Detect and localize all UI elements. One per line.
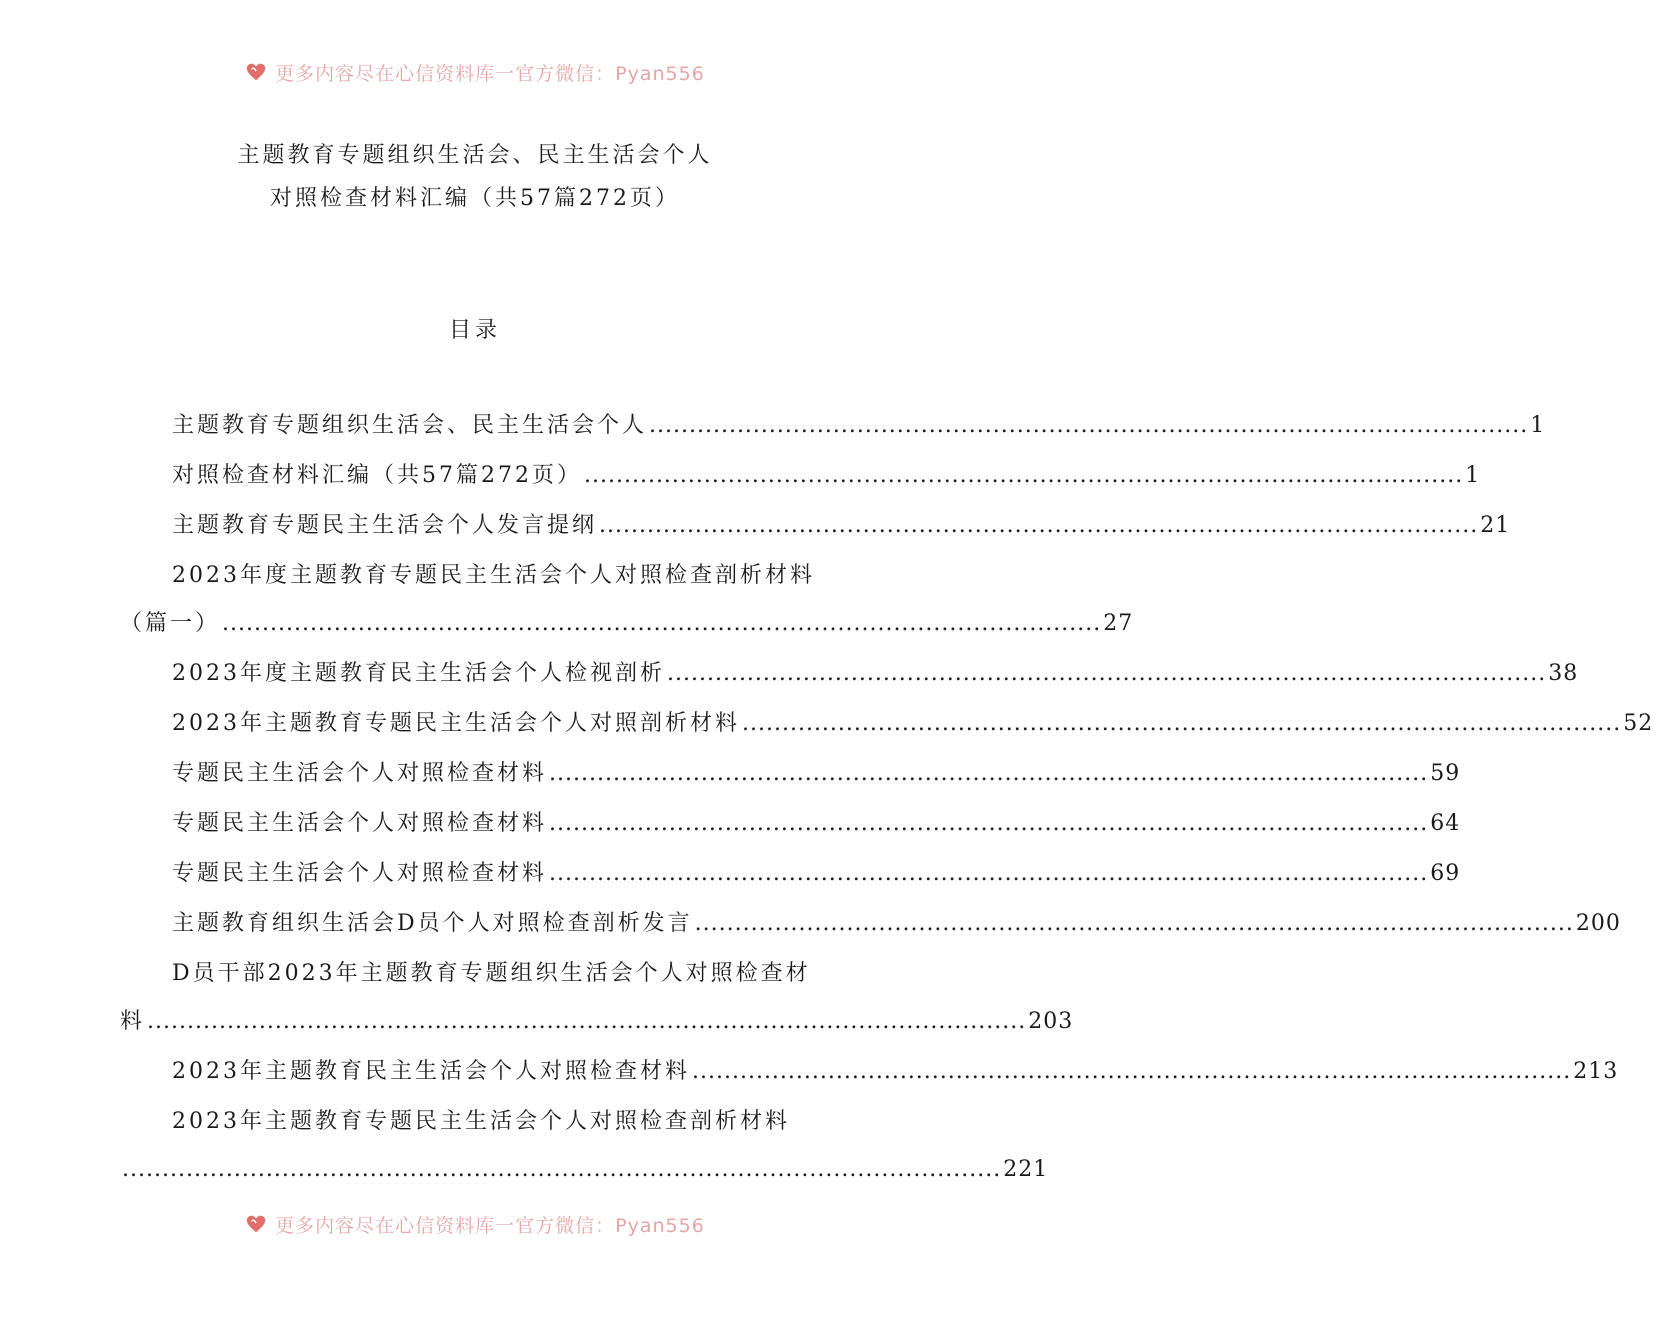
header-watermark bbox=[0, 54, 950, 90]
toc-leader-dots: .............................................................................................................. bbox=[549, 811, 1429, 836]
toc-entry-title[interactable]: D员干部2023年主题教育专题组织生活会个人对照检查材 bbox=[172, 961, 811, 986]
toc-entry-title: 主题教育组织生活会D员个人对照检查剖析发言 bbox=[172, 911, 693, 936]
footer-watermark bbox=[0, 1206, 950, 1242]
toc-entry[interactable] bbox=[120, 1153, 1049, 1187]
toc-entry-title: 2023年主题教育专题民主生活会个人对照剖析材料 bbox=[172, 711, 740, 736]
toc-entry-page: 1 bbox=[1530, 413, 1546, 438]
toc-entry-page: 203 bbox=[1028, 1009, 1074, 1034]
toc-entry-title: 对照检查材料汇编（共57篇272页） bbox=[172, 463, 582, 488]
toc-leader-dots: .............................................................................................................. bbox=[222, 611, 1102, 636]
toc-entry-title: 专题民主生活会个人对照检查材料 bbox=[172, 861, 548, 886]
toc-entry-title: 专题民主生活会个人对照检查材料 bbox=[172, 761, 548, 786]
toc-entry-page: 27 bbox=[1103, 611, 1134, 636]
toc-entry-title-continued: （篇一） bbox=[120, 611, 221, 636]
toc-leader-dots: .............................................................................................................. bbox=[549, 861, 1429, 886]
toc-leader-dots: .............................................................................................................. bbox=[549, 761, 1429, 786]
toc-entry[interactable] bbox=[172, 707, 1653, 741]
toc-heading: 目录 bbox=[448, 318, 501, 343]
toc-entry-page: 59 bbox=[1430, 761, 1461, 786]
toc-entry-page: 21 bbox=[1480, 513, 1511, 538]
toc-entry-title: 主题教育专题民主生活会个人发言提纲 bbox=[172, 513, 598, 538]
watermark-text: 更多内容尽在心信资料库一官方微信：Pyan556 bbox=[275, 1214, 705, 1237]
toc-entry-title-continued: 料 bbox=[120, 1009, 146, 1034]
toc-entry-page: 64 bbox=[1430, 811, 1461, 836]
toc-entry[interactable] bbox=[172, 509, 1511, 543]
toc-entry[interactable] bbox=[172, 409, 1546, 443]
heart-logo-icon bbox=[245, 61, 267, 83]
toc-entry-page: 38 bbox=[1548, 661, 1579, 686]
toc-entry-page: 69 bbox=[1430, 861, 1461, 886]
toc-entry-page: 213 bbox=[1573, 1059, 1619, 1084]
toc-entry[interactable] bbox=[172, 907, 1621, 941]
toc-entry-title[interactable]: 2023年主题教育专题民主生活会个人对照检查剖析材料 bbox=[172, 1109, 790, 1134]
toc-entry-page: 221 bbox=[1003, 1157, 1049, 1182]
toc-leader-dots: .............................................................................................................. bbox=[122, 1157, 1002, 1182]
toc-leader-dots: .............................................................................................................. bbox=[667, 661, 1547, 686]
toc-entry-page: 200 bbox=[1575, 911, 1621, 936]
toc-entry-title[interactable]: 2023年度主题教育专题民主生活会个人对照检查剖析材料 bbox=[172, 563, 815, 588]
toc-entry[interactable] bbox=[172, 1055, 1619, 1089]
toc-entry-title: 主题教育专题组织生活会、民主生活会个人 bbox=[172, 413, 648, 438]
toc-entry-page: 52 bbox=[1623, 711, 1653, 736]
toc-leader-dots: .............................................................................................................. bbox=[649, 413, 1529, 438]
toc-entry[interactable] bbox=[172, 657, 1579, 691]
document-title-line-2: 对照检查材料汇编（共57篇272页） bbox=[270, 186, 680, 211]
toc-leader-dots: .............................................................................................................. bbox=[694, 911, 1574, 936]
toc-entry[interactable] bbox=[172, 807, 1461, 841]
toc-entry-page: 1 bbox=[1465, 463, 1481, 488]
toc-entry[interactable] bbox=[120, 607, 1134, 641]
toc-entry[interactable] bbox=[120, 1005, 1074, 1039]
toc-entry-title: 2023年主题教育民主生活会个人对照检查材料 bbox=[172, 1059, 690, 1084]
toc-entry-title: 2023年度主题教育民主生活会个人检视剖析 bbox=[172, 661, 665, 686]
toc-leader-dots: .............................................................................................................. bbox=[742, 711, 1622, 736]
heart-logo-icon bbox=[245, 1213, 267, 1235]
toc-entry-title: 专题民主生活会个人对照检查材料 bbox=[172, 811, 548, 836]
toc-entry[interactable] bbox=[172, 459, 1481, 493]
toc-leader-dots: .............................................................................................................. bbox=[599, 513, 1479, 538]
watermark-text: 更多内容尽在心信资料库一官方微信：Pyan556 bbox=[275, 62, 705, 85]
document-title-line-1: 主题教育专题组织生活会、民主生活会个人 bbox=[237, 143, 713, 168]
toc-leader-dots: .............................................................................................................. bbox=[147, 1009, 1027, 1034]
toc-leader-dots: .............................................................................................................. bbox=[692, 1059, 1572, 1084]
toc-entry[interactable] bbox=[172, 857, 1461, 891]
toc-leader-dots: .............................................................................................................. bbox=[584, 463, 1464, 488]
toc-entry[interactable] bbox=[172, 757, 1461, 791]
